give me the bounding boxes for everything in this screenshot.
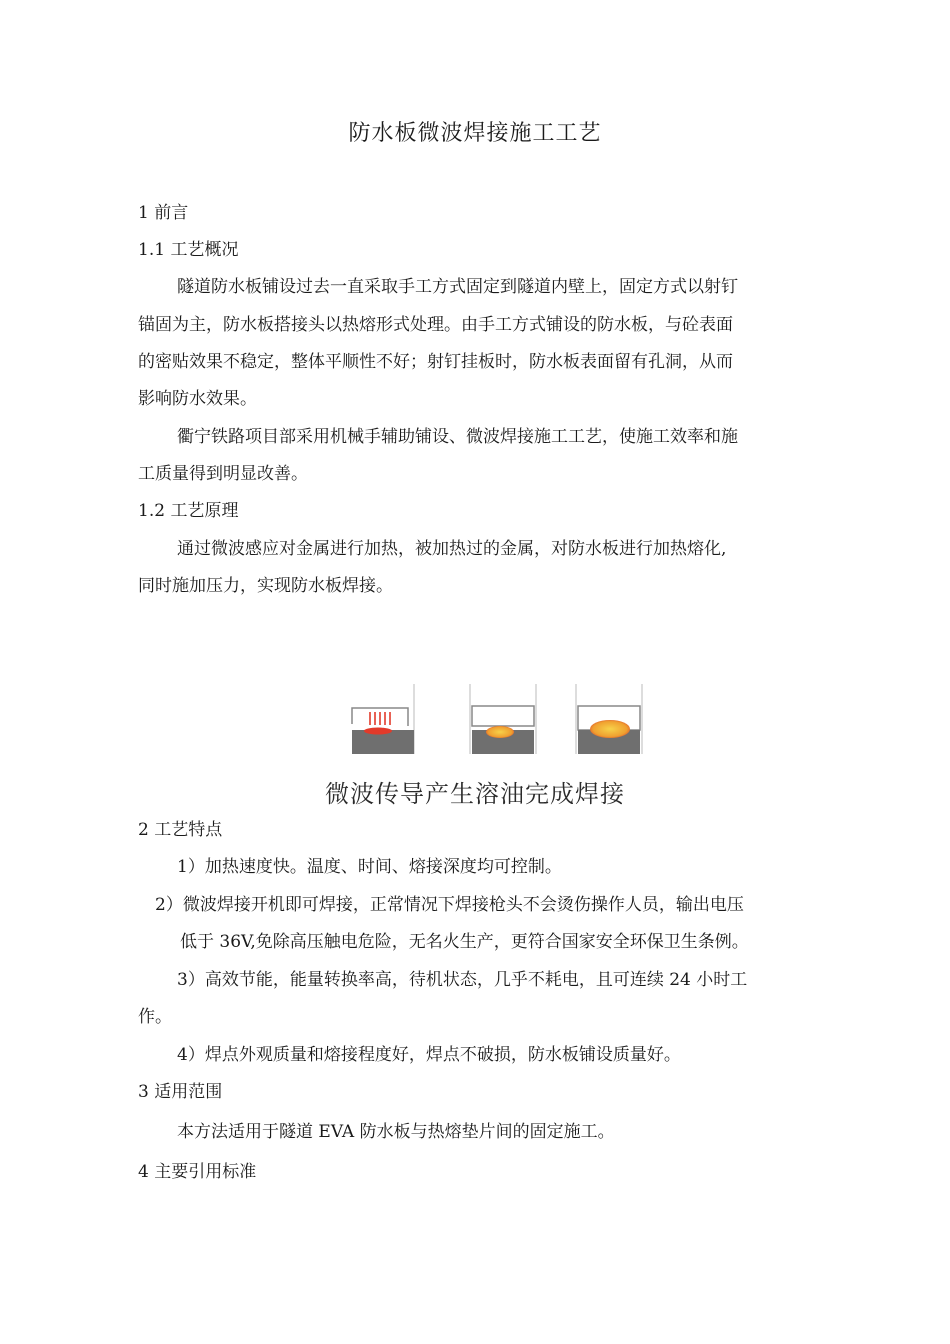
feature-item-continuation: 作。 xyxy=(138,1007,172,1027)
paragraph-line: 影响防水效果。 xyxy=(138,389,257,409)
section-3-heading: 3 适用范围 xyxy=(138,1082,223,1102)
feature-item: 2）微波焊接开机即可焊接，正常情况下焊接枪头不会烫伤操作人员，输出电压 xyxy=(155,895,744,915)
section-1-heading: 1 前言 xyxy=(138,203,189,223)
paragraph-line: 的密贴效果不稳定，整体平顺性不好；射钉挂板时，防水板表面留有孔洞，从而 xyxy=(138,352,733,372)
paragraph-line: 同时施加压力，实现防水板焊接。 xyxy=(138,576,393,596)
page-title: 防水板微波焊接施工工艺 xyxy=(348,121,602,146)
paragraph-line: 锚固为主，防水板搭接头以热熔形式处理。由手工方式铺设的防水板，与砼表面 xyxy=(138,315,733,335)
section-1-2-heading: 1.2 工艺原理 xyxy=(138,501,239,521)
feature-item: 1）加热速度快。温度、时间、熔接深度均可控制。 xyxy=(177,857,562,877)
section-1-1-heading: 1.1 工艺概况 xyxy=(138,240,239,260)
stage-1-heating-diagram xyxy=(352,684,414,754)
section-2-heading: 2 工艺特点 xyxy=(138,820,223,840)
figure-caption: 微波传导产生溶油完成焊接 xyxy=(325,780,625,808)
paragraph-line: 衢宁铁路项目部采用机械手辅助铺设、微波焊接施工工艺，使施工效率和施 xyxy=(177,427,738,447)
feature-item-continuation: 低于 36V,免除高压触电危险，无名火生产，更符合国家安全环保卫生条例。 xyxy=(180,932,749,952)
section-4-heading: 4 主要引用标准 xyxy=(138,1162,257,1182)
welding-process-figure xyxy=(330,682,650,772)
feature-item: 4）焊点外观质量和熔接程度好，焊点不破损，防水板铺设质量好。 xyxy=(177,1045,681,1065)
paragraph-line: 工质量得到明显改善。 xyxy=(138,464,308,484)
feature-item: 3）高效节能，能量转换率高，待机状态，几乎不耗电，且可连续 24 小时工 xyxy=(177,970,748,990)
paragraph-line: 隧道防水板铺设过去一直采取手工方式固定到隧道内壁上，固定方式以射钉 xyxy=(177,277,738,297)
stage-2-melting-diagram xyxy=(470,684,536,754)
stage-3-welded-diagram xyxy=(576,684,642,754)
paragraph-line: 通过微波感应对金属进行加热，被加热过的金属，对防水板进行加热熔化, xyxy=(177,539,727,559)
paragraph-line: 本方法适用于隧道 EVA 防水板与热熔垫片间的固定施工。 xyxy=(177,1122,615,1142)
